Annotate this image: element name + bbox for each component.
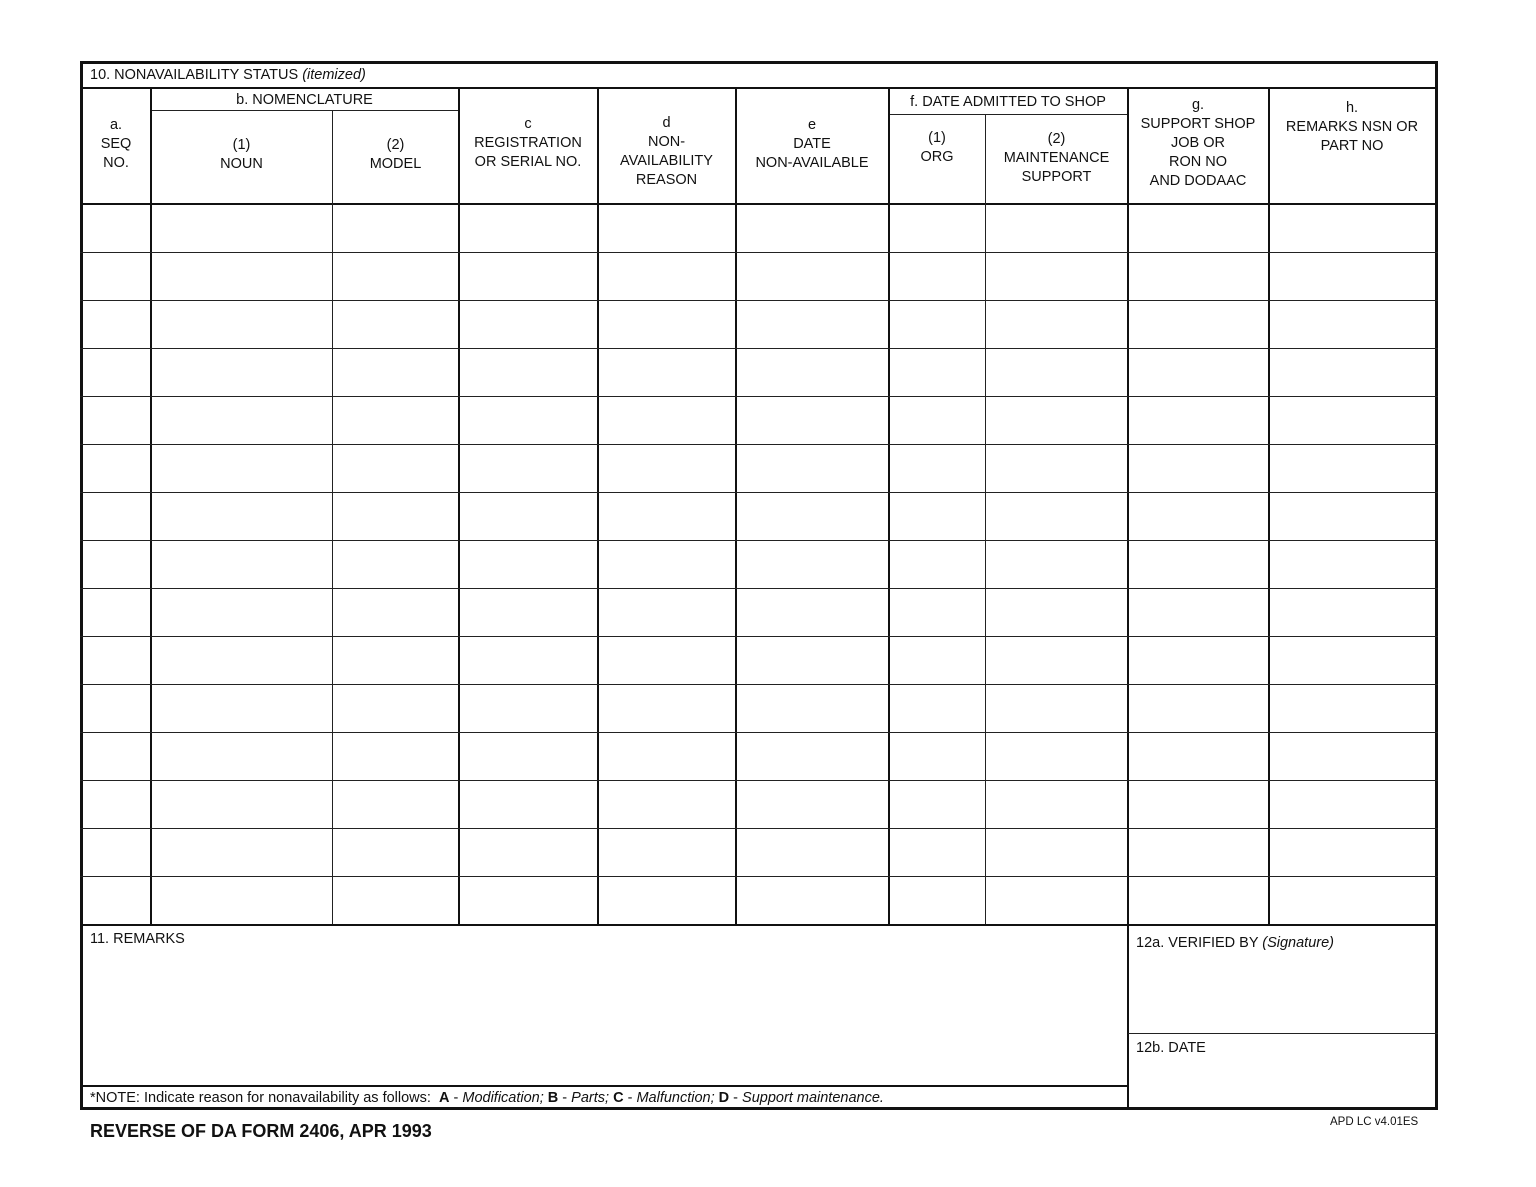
cell-date-non-available[interactable] bbox=[736, 685, 888, 731]
cell-registration[interactable] bbox=[459, 685, 597, 731]
cell-maintenance-support[interactable] bbox=[986, 781, 1127, 827]
divider bbox=[1128, 1033, 1438, 1034]
cell-noun[interactable] bbox=[151, 877, 332, 923]
col-g-line4: AND DODAAC bbox=[1149, 173, 1247, 189]
section-10-title bbox=[90, 66, 366, 85]
col-e-letter: e bbox=[807, 117, 817, 133]
cell-support-shop[interactable] bbox=[1128, 397, 1268, 443]
cell-support-shop[interactable] bbox=[1128, 445, 1268, 491]
cell-remarks-nsn[interactable] bbox=[1269, 253, 1435, 299]
divider bbox=[80, 636, 1438, 637]
cell-maintenance-support[interactable] bbox=[986, 541, 1127, 587]
divider bbox=[80, 732, 1438, 733]
divider bbox=[80, 87, 1438, 89]
cell-registration[interactable] bbox=[459, 493, 597, 539]
col-d-letter: d bbox=[662, 115, 671, 131]
cell-org[interactable] bbox=[889, 733, 985, 779]
cell-maintenance-support[interactable] bbox=[986, 253, 1127, 299]
cell-remarks-nsn[interactable] bbox=[1269, 349, 1435, 395]
divider bbox=[80, 1085, 1128, 1087]
col-f2-line2: SUPPORT bbox=[1021, 169, 1092, 185]
cell-remarks-nsn[interactable] bbox=[1269, 205, 1435, 251]
cell-remarks-nsn[interactable] bbox=[1269, 589, 1435, 635]
col-c-line2: OR SERIAL NO. bbox=[474, 154, 582, 170]
col-g-letter: g. bbox=[1191, 97, 1205, 113]
cell-reason[interactable] bbox=[598, 637, 735, 683]
note-text-a: Modification; bbox=[462, 1090, 544, 1106]
cell-model[interactable] bbox=[333, 877, 458, 923]
cell-registration[interactable] bbox=[459, 637, 597, 683]
cell-maintenance-support[interactable] bbox=[986, 637, 1127, 683]
divider bbox=[80, 684, 1438, 685]
cell-seq-no[interactable] bbox=[82, 301, 150, 347]
col-f-group-header: f. DATE ADMITTED TO SHOP bbox=[910, 94, 1106, 110]
divider bbox=[80, 780, 1438, 781]
cell-maintenance-support[interactable] bbox=[986, 829, 1127, 875]
form-title: REVERSE OF DA FORM 2406, APR 1993 bbox=[90, 1121, 432, 1141]
divider bbox=[80, 252, 1438, 253]
cell-seq-no[interactable] bbox=[82, 877, 150, 923]
date-label: 12b. DATE bbox=[1136, 1040, 1206, 1056]
col-e-header bbox=[736, 116, 888, 173]
form-version: APD LC v4.01ES bbox=[1330, 1116, 1419, 1128]
cell-noun[interactable] bbox=[151, 637, 332, 683]
cell-support-shop[interactable] bbox=[1128, 733, 1268, 779]
cell-org[interactable] bbox=[889, 349, 985, 395]
note-text-b: Parts; bbox=[571, 1090, 610, 1106]
cell-org[interactable] bbox=[889, 397, 985, 443]
cell-maintenance-support[interactable] bbox=[986, 493, 1127, 539]
cell-noun[interactable] bbox=[151, 541, 332, 587]
cell-org[interactable] bbox=[889, 877, 985, 923]
col-c-line1: REGISTRATION bbox=[474, 135, 582, 151]
cell-registration[interactable] bbox=[459, 733, 597, 779]
col-b-group-header: b. NOMENCLATURE bbox=[236, 92, 373, 108]
col-g-line1: SUPPORT SHOP bbox=[1140, 116, 1256, 132]
cell-reason[interactable] bbox=[598, 829, 735, 875]
cell-support-shop[interactable] bbox=[1128, 685, 1268, 731]
divider bbox=[80, 300, 1438, 301]
cell-seq-no[interactable] bbox=[82, 253, 150, 299]
date-field[interactable] bbox=[1130, 1060, 1435, 1106]
cell-support-shop[interactable] bbox=[1128, 781, 1268, 827]
cell-noun[interactable] bbox=[151, 349, 332, 395]
cell-date-non-available[interactable] bbox=[736, 397, 888, 443]
cell-noun[interactable] bbox=[151, 205, 332, 251]
col-b1-num: (1) bbox=[232, 137, 251, 153]
cell-org[interactable] bbox=[889, 589, 985, 635]
col-a-header bbox=[82, 116, 150, 173]
cell-model[interactable] bbox=[333, 685, 458, 731]
col-h-header bbox=[1269, 99, 1435, 156]
verified-by-text: 12a. VERIFIED BY bbox=[1136, 935, 1259, 951]
cell-org[interactable] bbox=[889, 253, 985, 299]
cell-support-shop[interactable] bbox=[1128, 877, 1268, 923]
cell-org[interactable] bbox=[889, 445, 985, 491]
col-b2-header bbox=[333, 136, 458, 174]
remarks-field[interactable] bbox=[83, 950, 1126, 1084]
cell-maintenance-support[interactable] bbox=[986, 733, 1127, 779]
section-10-qualifier: (itemized) bbox=[302, 67, 366, 83]
cell-reason[interactable] bbox=[598, 685, 735, 731]
cell-seq-no[interactable] bbox=[82, 637, 150, 683]
cell-org[interactable] bbox=[889, 301, 985, 347]
col-f2-num: (2) bbox=[1047, 131, 1066, 147]
cell-model[interactable] bbox=[333, 397, 458, 443]
cell-reason[interactable] bbox=[598, 349, 735, 395]
cell-date-non-available[interactable] bbox=[736, 349, 888, 395]
note-code-a: A bbox=[438, 1090, 450, 1106]
cell-support-shop[interactable] bbox=[1128, 349, 1268, 395]
note-code-b: B bbox=[547, 1090, 559, 1106]
cell-registration[interactable] bbox=[459, 349, 597, 395]
divider bbox=[889, 114, 1127, 115]
divider bbox=[151, 110, 458, 111]
col-g-header bbox=[1128, 96, 1268, 191]
divider bbox=[80, 396, 1438, 397]
cell-remarks-nsn[interactable] bbox=[1269, 685, 1435, 731]
cell-maintenance-support[interactable] bbox=[986, 877, 1127, 923]
cell-reason[interactable] bbox=[598, 301, 735, 347]
cell-date-non-available[interactable] bbox=[736, 253, 888, 299]
cell-registration[interactable] bbox=[459, 445, 597, 491]
cell-remarks-nsn[interactable] bbox=[1269, 301, 1435, 347]
cell-model[interactable] bbox=[333, 829, 458, 875]
cell-model[interactable] bbox=[333, 589, 458, 635]
remarks-label: 11. REMARKS bbox=[90, 931, 185, 947]
cell-seq-no[interactable] bbox=[82, 733, 150, 779]
divider bbox=[80, 492, 1438, 493]
cell-registration[interactable] bbox=[459, 877, 597, 923]
col-a-line2: NO. bbox=[103, 155, 129, 171]
cell-remarks-nsn[interactable] bbox=[1269, 541, 1435, 587]
section-10-title-text: 10. NONAVAILABILITY STATUS bbox=[90, 67, 299, 83]
cell-reason[interactable] bbox=[598, 589, 735, 635]
cell-remarks-nsn[interactable] bbox=[1269, 445, 1435, 491]
cell-model[interactable] bbox=[333, 253, 458, 299]
cell-support-shop[interactable] bbox=[1128, 589, 1268, 635]
cell-reason[interactable] bbox=[598, 541, 735, 587]
verified-by-label bbox=[1136, 934, 1334, 953]
cell-reason[interactable] bbox=[598, 781, 735, 827]
cell-noun[interactable] bbox=[151, 493, 332, 539]
verified-by-signature-field[interactable] bbox=[1130, 955, 1435, 1031]
cell-noun[interactable] bbox=[151, 781, 332, 827]
cell-date-non-available[interactable] bbox=[736, 301, 888, 347]
cell-remarks-nsn[interactable] bbox=[1269, 637, 1435, 683]
cell-seq-no[interactable] bbox=[82, 685, 150, 731]
col-b1-header bbox=[151, 136, 332, 174]
col-d-line1: NON- bbox=[647, 134, 686, 150]
verified-by-qualifier: (Signature) bbox=[1262, 935, 1334, 951]
col-f2-line1: MAINTENANCE bbox=[1003, 150, 1110, 166]
cell-noun[interactable] bbox=[151, 253, 332, 299]
cell-model[interactable] bbox=[333, 541, 458, 587]
cell-date-non-available[interactable] bbox=[736, 445, 888, 491]
cell-noun[interactable] bbox=[151, 301, 332, 347]
col-f1-header bbox=[889, 129, 985, 167]
col-a-line1: SEQ bbox=[100, 136, 132, 152]
divider bbox=[80, 828, 1438, 829]
cell-seq-no[interactable] bbox=[82, 445, 150, 491]
cell-model[interactable] bbox=[333, 205, 458, 251]
divider bbox=[80, 588, 1438, 589]
cell-noun[interactable] bbox=[151, 733, 332, 779]
divider bbox=[80, 444, 1438, 445]
col-g-line3: RON NO bbox=[1169, 154, 1227, 170]
col-e-line2: NON-AVAILABLE bbox=[755, 155, 869, 171]
cell-noun[interactable] bbox=[151, 589, 332, 635]
cell-support-shop[interactable] bbox=[1128, 829, 1268, 875]
cell-registration[interactable] bbox=[459, 541, 597, 587]
cell-seq-no[interactable] bbox=[82, 349, 150, 395]
note-code-c: C bbox=[613, 1090, 624, 1106]
divider bbox=[80, 924, 1438, 926]
cell-org[interactable] bbox=[889, 205, 985, 251]
col-d-line2: AVAILABILITY bbox=[620, 153, 713, 169]
divider bbox=[80, 540, 1438, 541]
cell-reason[interactable] bbox=[598, 493, 735, 539]
cell-remarks-nsn[interactable] bbox=[1269, 733, 1435, 779]
cell-seq-no[interactable] bbox=[82, 205, 150, 251]
cell-model[interactable] bbox=[333, 445, 458, 491]
cell-maintenance-support[interactable] bbox=[986, 205, 1127, 251]
cell-maintenance-support[interactable] bbox=[986, 397, 1127, 443]
col-h-letter: h. bbox=[1345, 100, 1359, 116]
divider bbox=[80, 348, 1438, 349]
divider bbox=[80, 876, 1438, 877]
cell-noun[interactable] bbox=[151, 397, 332, 443]
cell-registration[interactable] bbox=[459, 829, 597, 875]
cell-date-non-available[interactable] bbox=[736, 829, 888, 875]
cell-reason[interactable] bbox=[598, 253, 735, 299]
cell-model[interactable] bbox=[333, 637, 458, 683]
cell-noun[interactable] bbox=[151, 445, 332, 491]
note-prefix: *NOTE: Indicate reason for nonavailability as follows: bbox=[90, 1090, 431, 1106]
cell-seq-no[interactable] bbox=[82, 781, 150, 827]
cell-date-non-available[interactable] bbox=[736, 589, 888, 635]
cell-date-non-available[interactable] bbox=[736, 877, 888, 923]
cell-seq-no[interactable] bbox=[82, 829, 150, 875]
cell-support-shop[interactable] bbox=[1128, 637, 1268, 683]
cell-remarks-nsn[interactable] bbox=[1269, 493, 1435, 539]
cell-remarks-nsn[interactable] bbox=[1269, 781, 1435, 827]
reason-codes-note: *NOTE: Indicate reason for nonavailability as follows: A - Modification; B - Parts; C - Malfunction; D - Support maintenance. bbox=[90, 1090, 884, 1106]
cell-date-non-available[interactable] bbox=[736, 205, 888, 251]
col-d-header bbox=[598, 114, 735, 190]
col-e-line1: DATE bbox=[793, 136, 831, 152]
cell-remarks-nsn[interactable] bbox=[1269, 877, 1435, 923]
col-d-line3: REASON bbox=[635, 172, 698, 188]
col-a-letter: a. bbox=[109, 117, 123, 133]
cell-model[interactable] bbox=[333, 349, 458, 395]
cell-registration[interactable] bbox=[459, 253, 597, 299]
cell-noun[interactable] bbox=[151, 685, 332, 731]
cell-date-non-available[interactable] bbox=[736, 637, 888, 683]
cell-registration[interactable] bbox=[459, 589, 597, 635]
cell-org[interactable] bbox=[889, 685, 985, 731]
note-text-c: Malfunction; bbox=[636, 1090, 715, 1106]
cell-maintenance-support[interactable] bbox=[986, 589, 1127, 635]
cell-date-non-available[interactable] bbox=[736, 493, 888, 539]
note-text-d: Support maintenance. bbox=[742, 1090, 884, 1106]
cell-registration[interactable] bbox=[459, 205, 597, 251]
cell-org[interactable] bbox=[889, 781, 985, 827]
cell-org[interactable] bbox=[889, 541, 985, 587]
cell-remarks-nsn[interactable] bbox=[1269, 397, 1435, 443]
cell-date-non-available[interactable] bbox=[736, 541, 888, 587]
cell-maintenance-support[interactable] bbox=[986, 685, 1127, 731]
col-b2-label: MODEL bbox=[369, 156, 422, 172]
cell-org[interactable] bbox=[889, 829, 985, 875]
note-code-d: D bbox=[718, 1090, 730, 1106]
cell-reason[interactable] bbox=[598, 397, 735, 443]
cell-noun[interactable] bbox=[151, 829, 332, 875]
cell-model[interactable] bbox=[333, 493, 458, 539]
cell-support-shop[interactable] bbox=[1128, 205, 1268, 251]
cell-registration[interactable] bbox=[459, 781, 597, 827]
col-f1-num: (1) bbox=[928, 130, 946, 146]
cell-support-shop[interactable] bbox=[1128, 301, 1268, 347]
col-f1-label: ORG bbox=[920, 149, 954, 165]
cell-reason[interactable] bbox=[598, 733, 735, 779]
col-g-line2: JOB OR bbox=[1171, 135, 1225, 151]
cell-seq-no[interactable] bbox=[82, 493, 150, 539]
col-h-line1: REMARKS NSN OR bbox=[1285, 119, 1419, 135]
cell-org[interactable] bbox=[889, 493, 985, 539]
cell-model[interactable] bbox=[333, 301, 458, 347]
col-f2-header bbox=[986, 130, 1127, 187]
cell-support-shop[interactable] bbox=[1128, 541, 1268, 587]
col-c-letter: c bbox=[524, 116, 532, 132]
col-b1-label: NOUN bbox=[220, 156, 263, 172]
cell-reason[interactable] bbox=[598, 205, 735, 251]
col-b2-num: (2) bbox=[386, 137, 405, 153]
cell-org[interactable] bbox=[889, 637, 985, 683]
cell-date-non-available[interactable] bbox=[736, 733, 888, 779]
cell-model[interactable] bbox=[333, 733, 458, 779]
cell-seq-no[interactable] bbox=[82, 397, 150, 443]
cell-maintenance-support[interactable] bbox=[986, 349, 1127, 395]
cell-seq-no[interactable] bbox=[82, 589, 150, 635]
cell-remarks-nsn[interactable] bbox=[1269, 829, 1435, 875]
cell-date-non-available[interactable] bbox=[736, 781, 888, 827]
cell-maintenance-support[interactable] bbox=[986, 445, 1127, 491]
col-c-header bbox=[459, 115, 597, 172]
cell-support-shop[interactable] bbox=[1128, 493, 1268, 539]
cell-registration[interactable] bbox=[459, 301, 597, 347]
cell-maintenance-support[interactable] bbox=[986, 301, 1127, 347]
cell-reason[interactable] bbox=[598, 445, 735, 491]
cell-reason[interactable] bbox=[598, 877, 735, 923]
cell-support-shop[interactable] bbox=[1128, 253, 1268, 299]
col-h-line2: PART NO bbox=[1320, 138, 1384, 154]
cell-registration[interactable] bbox=[459, 397, 597, 443]
cell-model[interactable] bbox=[333, 781, 458, 827]
cell-seq-no[interactable] bbox=[82, 541, 150, 587]
